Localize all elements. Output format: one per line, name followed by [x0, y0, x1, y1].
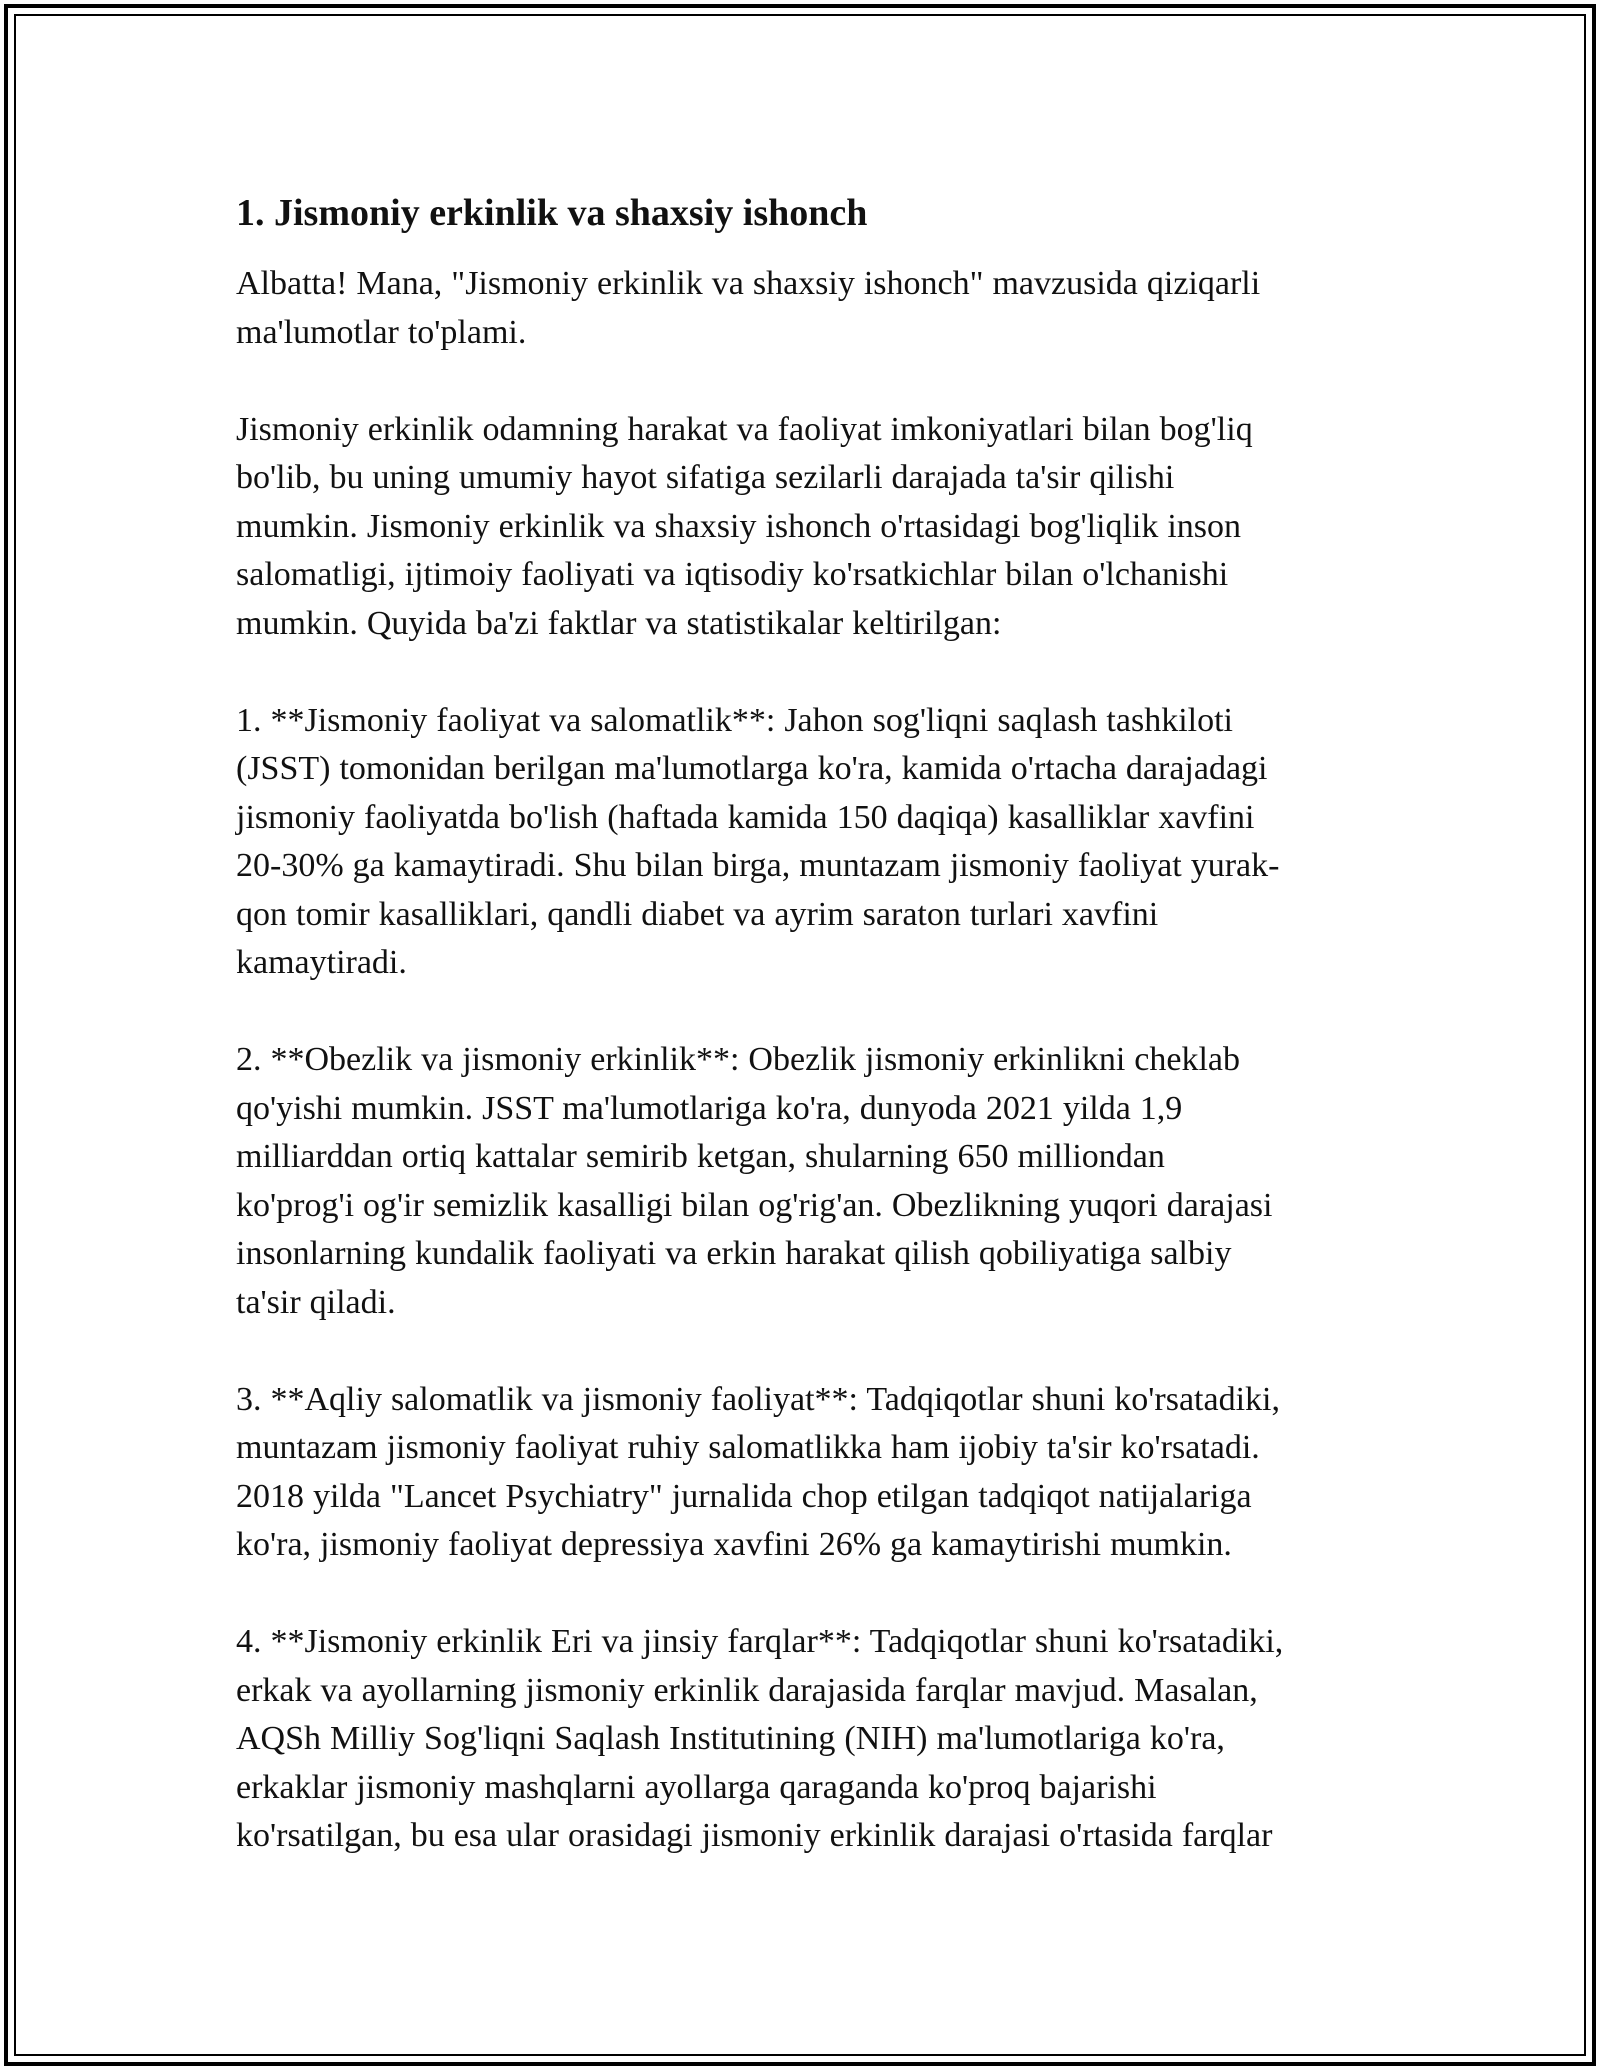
document-title: 1. Jismoniy erkinlik va shaxsiy ishonch	[236, 192, 868, 234]
list-item-mental-health: 3. **Aqliy salomatlik va jismoniy faoliyat**: Tadqiqotlar shuni ko'rsatadiki, muntazam jismoniy faoliyat ruhiy salomatlikka ham ijobiy ta'sir ko'rsatadi. 2018 yilda "Lancet Psychiatry" jurnalida chop etilgan tadqiqot natijalariga ko'ra, jismoniy faoliyat depressiya xavfini 26% ga kamaytirishi mumkin.	[236, 1380, 1280, 1563]
document-body	[236, 188, 1366, 1909]
overview-paragraph: Jismoniy erkinlik odamning harakat va faoliyat imkoniyatlari bilan bog'liq bo'lib, bu uning umumiy hayot sifatiga sezilarli darajada ta'sir qilishi mumkin. Jismoniy erkinlik va shaxsiy ishonch o'rtasidagi bog'liqlik inson salomatligi, ijtimoiy faoliyati va iqtisodiy ko'rsatkichlar bilan o'lchanishi mumkin. Quyida ba'zi faktlar va statistikalar keltirilgan:	[236, 410, 1253, 642]
intro-paragraph: Albatta! Mana, "Jismoniy erkinlik va shaxsiy ishonch" mavzusida qiziqarli ma'lumotlar to'plami.	[236, 265, 1261, 351]
list-item-obesity: 2. **Obezlik va jismoniy erkinlik**: Obezlik jismoniy erkinlikni cheklab qo'yishi mumkin. JSST ma'lumotlariga ko'ra, dunyoda 2021 yilda 1,9 milliarddan ortiq kattalar semirib ketgan, shularning 650 milliondan ko'prog'i og'ir semizlik kasalligi bilan og'rig'an. Obezlikning yuqori darajasi insonlarning kundalik faoliyati va erkin harakat qilish qobiliyatiga salbiy ta'sir qiladi.	[236, 1041, 1273, 1321]
list-item-physical-activity: 1. **Jismoniy faoliyat va salomatlik**: Jahon sog'liqni saqlash tashkiloti (JSST) tomonidan berilgan ma'lumotlarga ko'ra, kamida o'rtacha darajadagi jismoniy faoliyatda bo'lish (haftada kamida 150 daqiqa) kasalliklar xavfini 20-30% ga kamaytiradi. Shu bilan birga, muntazam jismoniy faoliyat yurak- qon tomir kasalliklari, qandli diabet va ayrim saraton turlari xavfini kamaytiradi.	[236, 701, 1280, 981]
list-item-gender-differences: 4. **Jismoniy erkinlik Eri va jinsiy farqlar**: Tadqiqotlar shuni ko'rsatadiki, erkak va ayollarning jismoniy erkinlik darajasida farqlar mavjud. Masalan, AQSh Milliy Sog'liqni Saqlash Institutining (NIH) ma'lumotlariga ko'ra, erkaklar jismoniy mashqlarni ayollarga qaraganda ko'proq bajarishi ko'rsatilgan, bu esa ular orasidagi jismoniy erkinlik darajasi o'rtasida farqlar	[236, 1623, 1284, 1854]
